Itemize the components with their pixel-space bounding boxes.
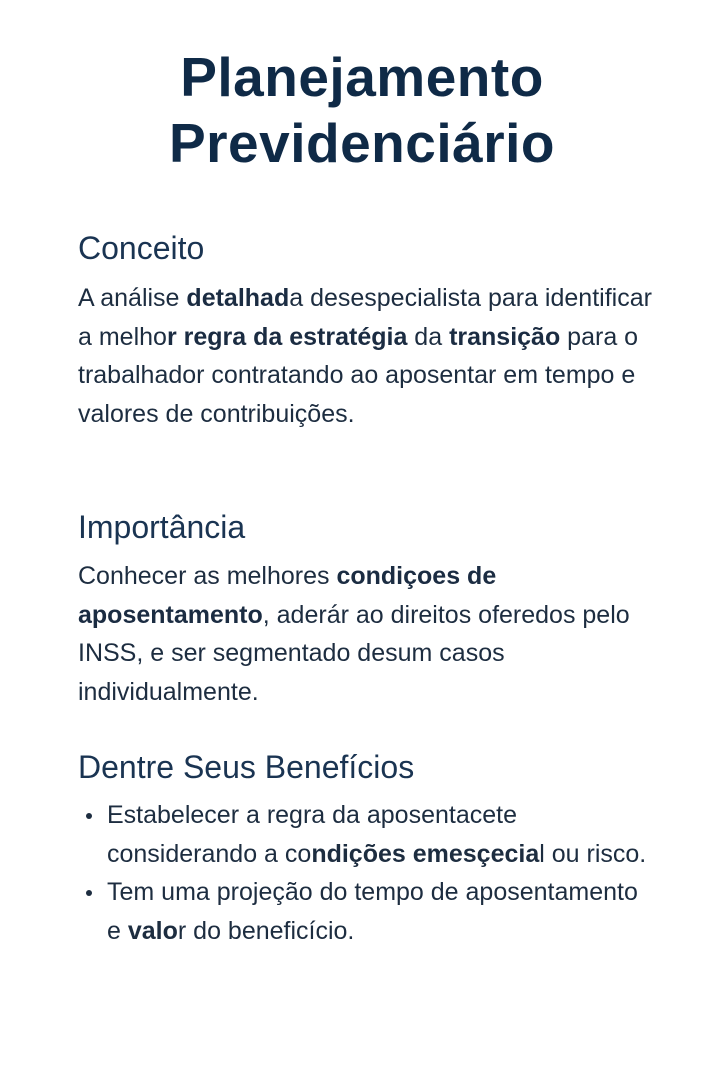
bold-run: ndições emesçecia bbox=[311, 839, 540, 868]
bold-run: transição bbox=[449, 322, 561, 351]
benefits-list bbox=[78, 796, 658, 950]
section-text-conceito bbox=[78, 279, 658, 433]
text-run: l ou risco. bbox=[539, 839, 647, 868]
text-run: Estabelecer a regra da aposentacete considerando a co bbox=[107, 801, 517, 868]
text-run: a desespecialista para identificar a melho bbox=[78, 284, 652, 351]
page-title-line-1: Planejamento bbox=[180, 46, 544, 108]
text-run: r do beneficício. bbox=[177, 916, 355, 945]
page-title-line-2: Previdenciário bbox=[168, 112, 556, 174]
text-run: , aderár ao direitos oferedos pelo INSS, e ser segmentado desum casos individualmente. bbox=[78, 600, 630, 706]
bullet-icon bbox=[86, 890, 92, 896]
section-heading-conceito: Conceito bbox=[78, 230, 205, 266]
list-item bbox=[78, 796, 658, 873]
bold-run: condiçoes de aposentamento bbox=[78, 562, 497, 629]
text-run: Conhecer as melhores bbox=[78, 562, 337, 590]
text-run: A análise bbox=[78, 284, 187, 312]
list-item bbox=[78, 873, 658, 950]
section-heading-importancia: Importância bbox=[78, 509, 246, 545]
bold-run: detalhad bbox=[186, 284, 290, 312]
page-title bbox=[0, 44, 724, 176]
section-heading-beneficios: Dentre Seus Benefícios bbox=[78, 749, 415, 785]
bold-run: r regra da estratégia bbox=[166, 322, 408, 351]
section-text-importancia bbox=[78, 557, 658, 711]
text-run: Tem uma projeção do tempo de aposentamento e bbox=[107, 878, 638, 945]
bold-run: valo bbox=[127, 916, 178, 945]
text-run: da bbox=[407, 322, 450, 351]
text-run: para o trabalhador contratando ao aposentar em tempo e valores de contribuições. bbox=[78, 322, 639, 428]
bullet-icon bbox=[86, 813, 92, 819]
